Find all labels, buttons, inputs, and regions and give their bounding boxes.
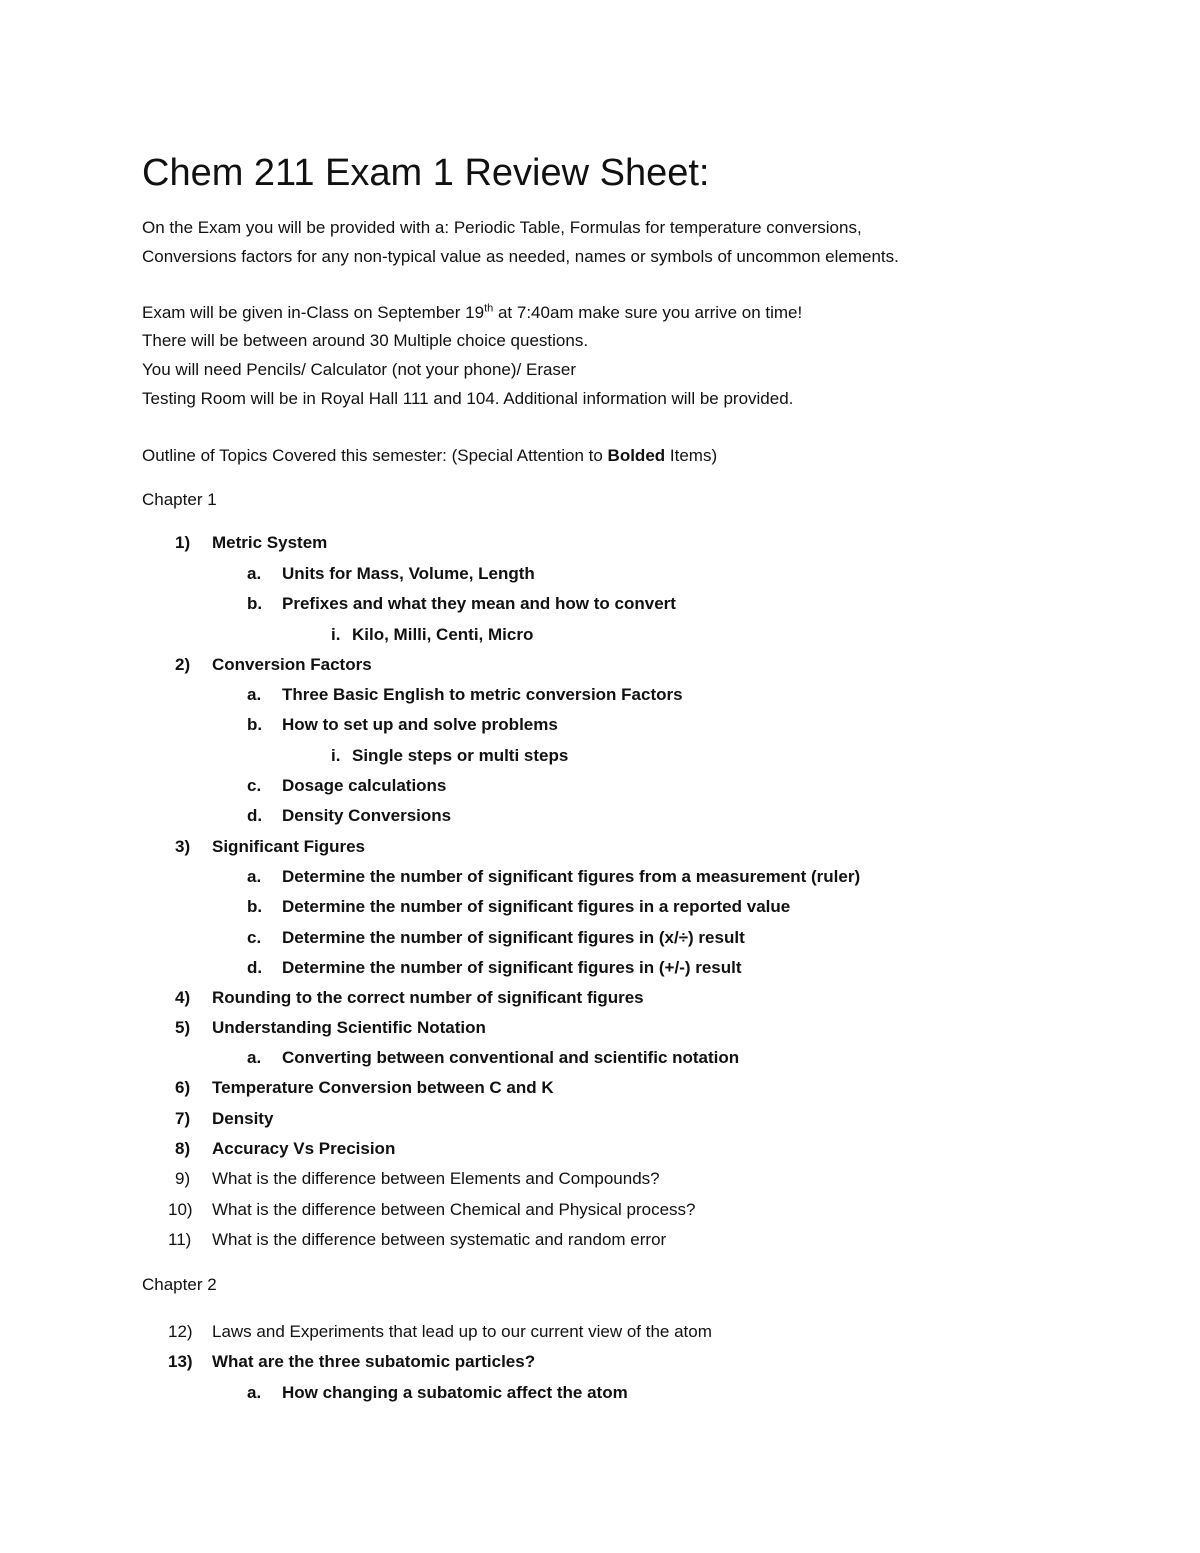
exam-time-text: at 7:40am make sure you arrive on time! bbox=[493, 303, 803, 322]
list-number: 7) bbox=[175, 1109, 191, 1128]
list-text: Determine the number of significant figures in (x/÷) result bbox=[282, 928, 745, 947]
list-number: b. bbox=[247, 594, 263, 613]
outline-bold-word: Bolded bbox=[607, 446, 666, 465]
list-text: Determine the number of significant figures in (+/-) result bbox=[282, 958, 742, 977]
chapter-2-heading: Chapter 2 bbox=[142, 1275, 217, 1294]
list-number: 4) bbox=[175, 988, 191, 1007]
list-text: How changing a subatomic affect the atom bbox=[282, 1383, 628, 1402]
list-text: Single steps or multi steps bbox=[352, 746, 569, 765]
list-number: 11) bbox=[168, 1230, 192, 1249]
list-text: What is the difference between Elements and Compounds? bbox=[212, 1169, 660, 1188]
list-text: Determine the number of significant figures from a measurement (ruler) bbox=[282, 867, 861, 886]
exam-date-superscript: th bbox=[484, 302, 494, 315]
list-number: c. bbox=[247, 928, 262, 947]
page-title: Chem 211 Exam 1 Review Sheet: bbox=[142, 152, 710, 194]
list-number: d. bbox=[247, 806, 263, 825]
list-number: i. bbox=[331, 625, 341, 644]
outline-text: Outline of Topics Covered this semester: (Special Attention to bbox=[142, 446, 608, 465]
list-text: Laws and Experiments that lead up to our current view of the atom bbox=[212, 1322, 712, 1341]
list-number: a. bbox=[247, 867, 262, 886]
list-text: Density bbox=[212, 1109, 274, 1128]
supplies-line: You will need Pencils/ Calculator (not your phone)/ Eraser bbox=[142, 360, 577, 379]
exam-date-text: Exam will be given in-Class on September 19 bbox=[142, 303, 485, 322]
list-text: Determine the number of significant figures in a reported value bbox=[282, 897, 791, 916]
list-number: b. bbox=[247, 715, 263, 734]
list-text: Units for Mass, Volume, Length bbox=[282, 564, 535, 583]
list-number: a. bbox=[247, 685, 262, 704]
list-number: 10) bbox=[168, 1200, 193, 1219]
list-text: What is the difference between Chemical and Physical process? bbox=[212, 1200, 696, 1219]
list-text: Kilo, Milli, Centi, Micro bbox=[352, 625, 534, 644]
list-number: 13) bbox=[168, 1352, 193, 1371]
list-text: Accuracy Vs Precision bbox=[212, 1139, 396, 1158]
list-text: Temperature Conversion between C and K bbox=[212, 1078, 554, 1097]
list-text: Significant Figures bbox=[212, 837, 366, 856]
list-text: What are the three subatomic particles? bbox=[212, 1352, 536, 1371]
list-number: 9) bbox=[175, 1169, 191, 1188]
list-number: 6) bbox=[175, 1078, 191, 1097]
list-number: d. bbox=[247, 958, 263, 977]
list-text: Understanding Scientific Notation bbox=[212, 1018, 486, 1037]
list-text: Converting between conventional and scientific notation bbox=[282, 1048, 740, 1067]
list-number: 2) bbox=[175, 655, 191, 674]
chapter-1-heading: Chapter 1 bbox=[142, 490, 217, 509]
intro-line-1: On the Exam you will be provided with a: Periodic Table, Formulas for temperature conversions, bbox=[142, 218, 862, 237]
list-number: 3) bbox=[175, 837, 191, 856]
list-number: a. bbox=[247, 1048, 262, 1067]
list-text: Rounding to the correct number of significant figures bbox=[212, 988, 644, 1007]
list-text: Three Basic English to metric conversion Factors bbox=[282, 685, 683, 704]
outline-text-end: Items) bbox=[665, 446, 718, 465]
list-number: c. bbox=[247, 776, 262, 795]
list-number: a. bbox=[247, 564, 262, 583]
list-text: Prefixes and what they mean and how to convert bbox=[282, 594, 676, 613]
list-text: Conversion Factors bbox=[212, 655, 372, 674]
list-text: How to set up and solve problems bbox=[282, 715, 558, 734]
list-number: 12) bbox=[168, 1322, 193, 1341]
testing-room-line: Testing Room will be in Royal Hall 111 and 104. Additional information will be provided. bbox=[142, 389, 794, 408]
list-text: What is the difference between systematic and random error bbox=[212, 1230, 667, 1249]
list-text: Density Conversions bbox=[282, 806, 452, 825]
list-text: Dosage calculations bbox=[282, 776, 447, 795]
list-number: i. bbox=[331, 746, 341, 765]
intro-line-2: Conversions factors for any non-typical value as needed, names or symbols of uncommon elements. bbox=[142, 247, 899, 266]
exam-date-line bbox=[142, 302, 802, 324]
list-text: Metric System bbox=[212, 533, 328, 552]
list-number: a. bbox=[247, 1383, 262, 1402]
list-number: 8) bbox=[175, 1139, 191, 1158]
outline-heading bbox=[142, 445, 717, 467]
question-count-line: There will be between around 30 Multiple choice questions. bbox=[142, 331, 589, 350]
list-number: b. bbox=[247, 897, 263, 916]
list-number: 1) bbox=[175, 533, 191, 552]
list-number: 5) bbox=[175, 1018, 191, 1037]
